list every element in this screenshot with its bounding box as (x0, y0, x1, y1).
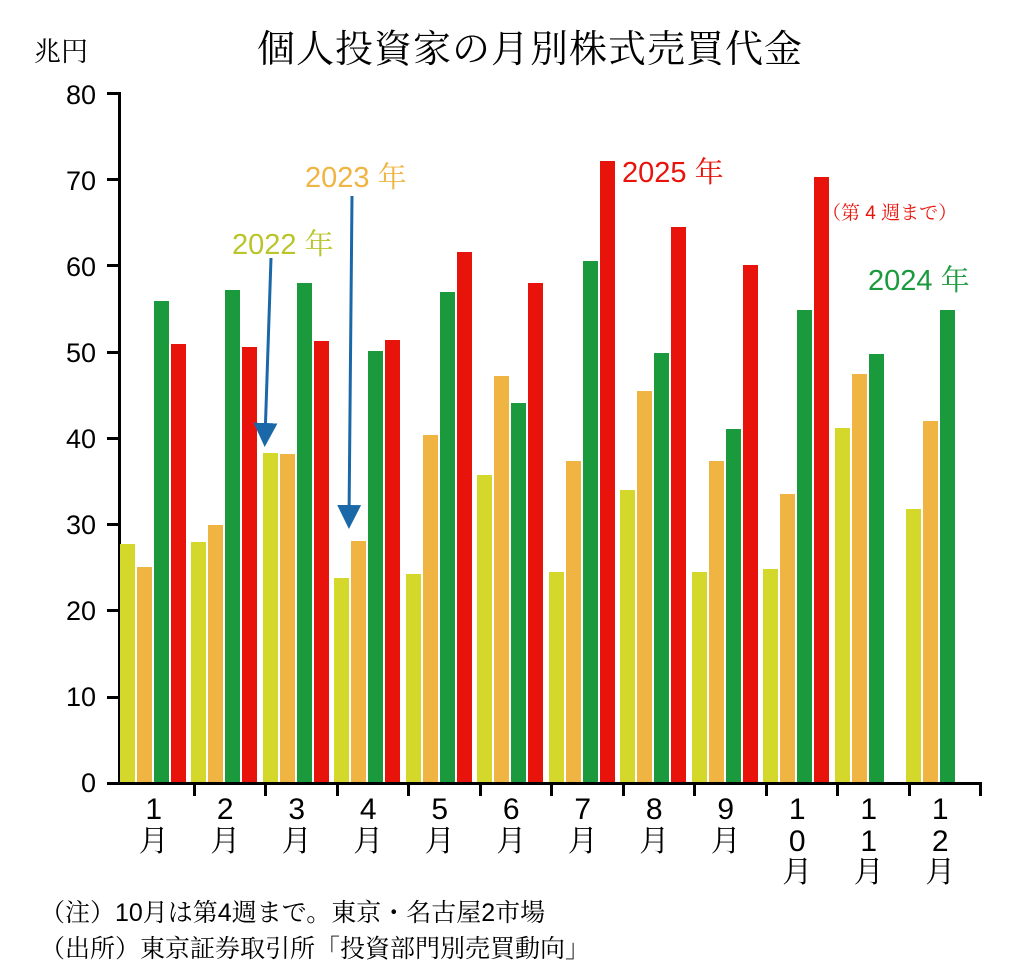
annotation-week-note: （第 4 週まで） (822, 203, 958, 224)
x-axis-label-11月: 1 1 月 (853, 793, 884, 889)
footnote-source: （出所）東京証券取引所「投資部門別売買動向」 (40, 934, 591, 963)
y-tick-label-0: 0 (80, 768, 96, 798)
x-tick-mark-3 (336, 782, 339, 796)
x-axis-label-4月: 4 月 (353, 793, 384, 858)
y-tick-label-70: 70 (65, 166, 96, 196)
bar-10月-2022年 (763, 569, 778, 782)
bar-11月-2022年 (835, 428, 850, 782)
bar-7月-2022年 (549, 572, 564, 782)
bar-1月-2025年 (171, 344, 186, 782)
bar-5月-2025年 (457, 252, 472, 782)
x-tick-mark-7 (622, 782, 625, 796)
series-annotation-2024: 2024 年 (868, 265, 970, 297)
x-axis-label-9月: 9 月 (710, 793, 741, 858)
bar-9月-2023年 (709, 461, 724, 782)
x-axis-label-7月: 7 月 (567, 793, 598, 858)
bar-12月-2023年 (923, 421, 938, 782)
y-tick-mark-60 (107, 264, 121, 267)
x-tick-mark-10 (836, 782, 839, 796)
bar-4月-2023年 (351, 541, 366, 783)
series-annotation-2023: 2023 年 (305, 162, 407, 194)
x-axis-label-6月: 6 月 (496, 793, 527, 858)
y-tick-label-50: 50 (65, 338, 96, 368)
bar-7月-2023年 (566, 461, 581, 782)
bar-5月-2022年 (406, 574, 421, 782)
bar-2月-2022年 (191, 542, 206, 782)
bar-12月-2024年 (940, 310, 955, 782)
x-axis-label-5月: 5 月 (424, 793, 455, 858)
y-axis-unit-label: 兆円 (34, 37, 88, 67)
bar-6月-2024年 (511, 403, 526, 783)
bar-1月-2023年 (137, 567, 152, 782)
bar-8月-2025年 (671, 227, 686, 782)
bar-4月-2022年 (334, 578, 349, 782)
plot-area (118, 92, 979, 785)
bar-6月-2023年 (494, 376, 509, 782)
bar-6月-2025年 (528, 283, 543, 782)
y-tick-mark-0 (107, 782, 121, 785)
x-axis-label-2月: 2 月 (210, 793, 241, 858)
x-tick-mark-6 (550, 782, 553, 796)
x-axis-label-10月: 1 0 月 (782, 793, 813, 889)
bar-1月-2024年 (154, 301, 169, 782)
x-tick-mark-2 (264, 782, 267, 796)
x-tick-mark-5 (479, 782, 482, 796)
bar-7月-2024年 (583, 261, 598, 782)
bar-2月-2023年 (208, 525, 223, 782)
bar-8月-2023年 (637, 391, 652, 782)
bar-1月-2022年 (120, 544, 135, 782)
x-tick-mark-9 (765, 782, 768, 796)
y-tick-mark-30 (107, 523, 121, 526)
x-axis-label-3月: 3 月 (281, 793, 312, 858)
x-axis-label-12月: 1 2 月 (925, 793, 956, 889)
x-tick-mark-8 (693, 782, 696, 796)
y-tick-mark-80 (107, 92, 121, 95)
x-tick-mark-12 (979, 782, 982, 796)
bar-9月-2024年 (726, 429, 741, 782)
bar-12月-2022年 (906, 509, 921, 782)
bar-3月-2023年 (280, 454, 295, 782)
bar-8月-2022年 (620, 490, 635, 782)
bar-11月-2023年 (852, 374, 867, 782)
y-tick-label-40: 40 (65, 424, 96, 454)
bar-6月-2022年 (477, 475, 492, 782)
y-tick-label-80: 80 (65, 80, 96, 110)
bar-3月-2024年 (297, 283, 312, 782)
bar-5月-2023年 (423, 435, 438, 782)
bar-10月-2024年 (797, 310, 812, 782)
bar-2月-2024年 (225, 290, 240, 782)
bar-3月-2025年 (314, 341, 329, 782)
bar-9月-2025年 (743, 265, 758, 782)
bar-10月-2023年 (780, 494, 795, 782)
bar-5月-2024年 (440, 292, 455, 782)
series-annotation-2025: 2025 年 (622, 157, 724, 189)
footnotes (40, 896, 590, 967)
y-tick-mark-50 (107, 351, 121, 354)
x-tick-mark-4 (407, 782, 410, 796)
bar-7月-2025年 (600, 161, 615, 782)
y-tick-label-10: 10 (65, 682, 96, 712)
bar-2月-2025年 (242, 347, 257, 782)
x-tick-mark-11 (908, 782, 911, 796)
bar-11月-2024年 (869, 354, 884, 782)
y-tick-mark-70 (107, 178, 121, 181)
bar-8月-2024年 (654, 353, 669, 782)
y-tick-label-60: 60 (65, 252, 96, 282)
bar-4月-2024年 (368, 351, 383, 782)
bar-4月-2025年 (385, 340, 400, 782)
y-tick-label-20: 20 (65, 596, 96, 626)
bar-10月-2025年 (814, 177, 829, 782)
x-axis-label-1月: 1 月 (138, 793, 169, 858)
footnote-note: （注）10月は第4週まで。東京・名古屋2市場 (40, 899, 546, 927)
bar-3月-2022年 (263, 453, 278, 782)
y-tick-label-30: 30 (65, 510, 96, 540)
x-tick-mark-1 (193, 782, 196, 796)
chart-title: 個人投資家の月別株式売買代金 (256, 29, 803, 71)
x-axis-label-8月: 8 月 (639, 793, 670, 858)
bar-9月-2022年 (692, 572, 707, 782)
y-tick-mark-40 (107, 437, 121, 440)
series-annotation-2022: 2022 年 (232, 229, 334, 261)
